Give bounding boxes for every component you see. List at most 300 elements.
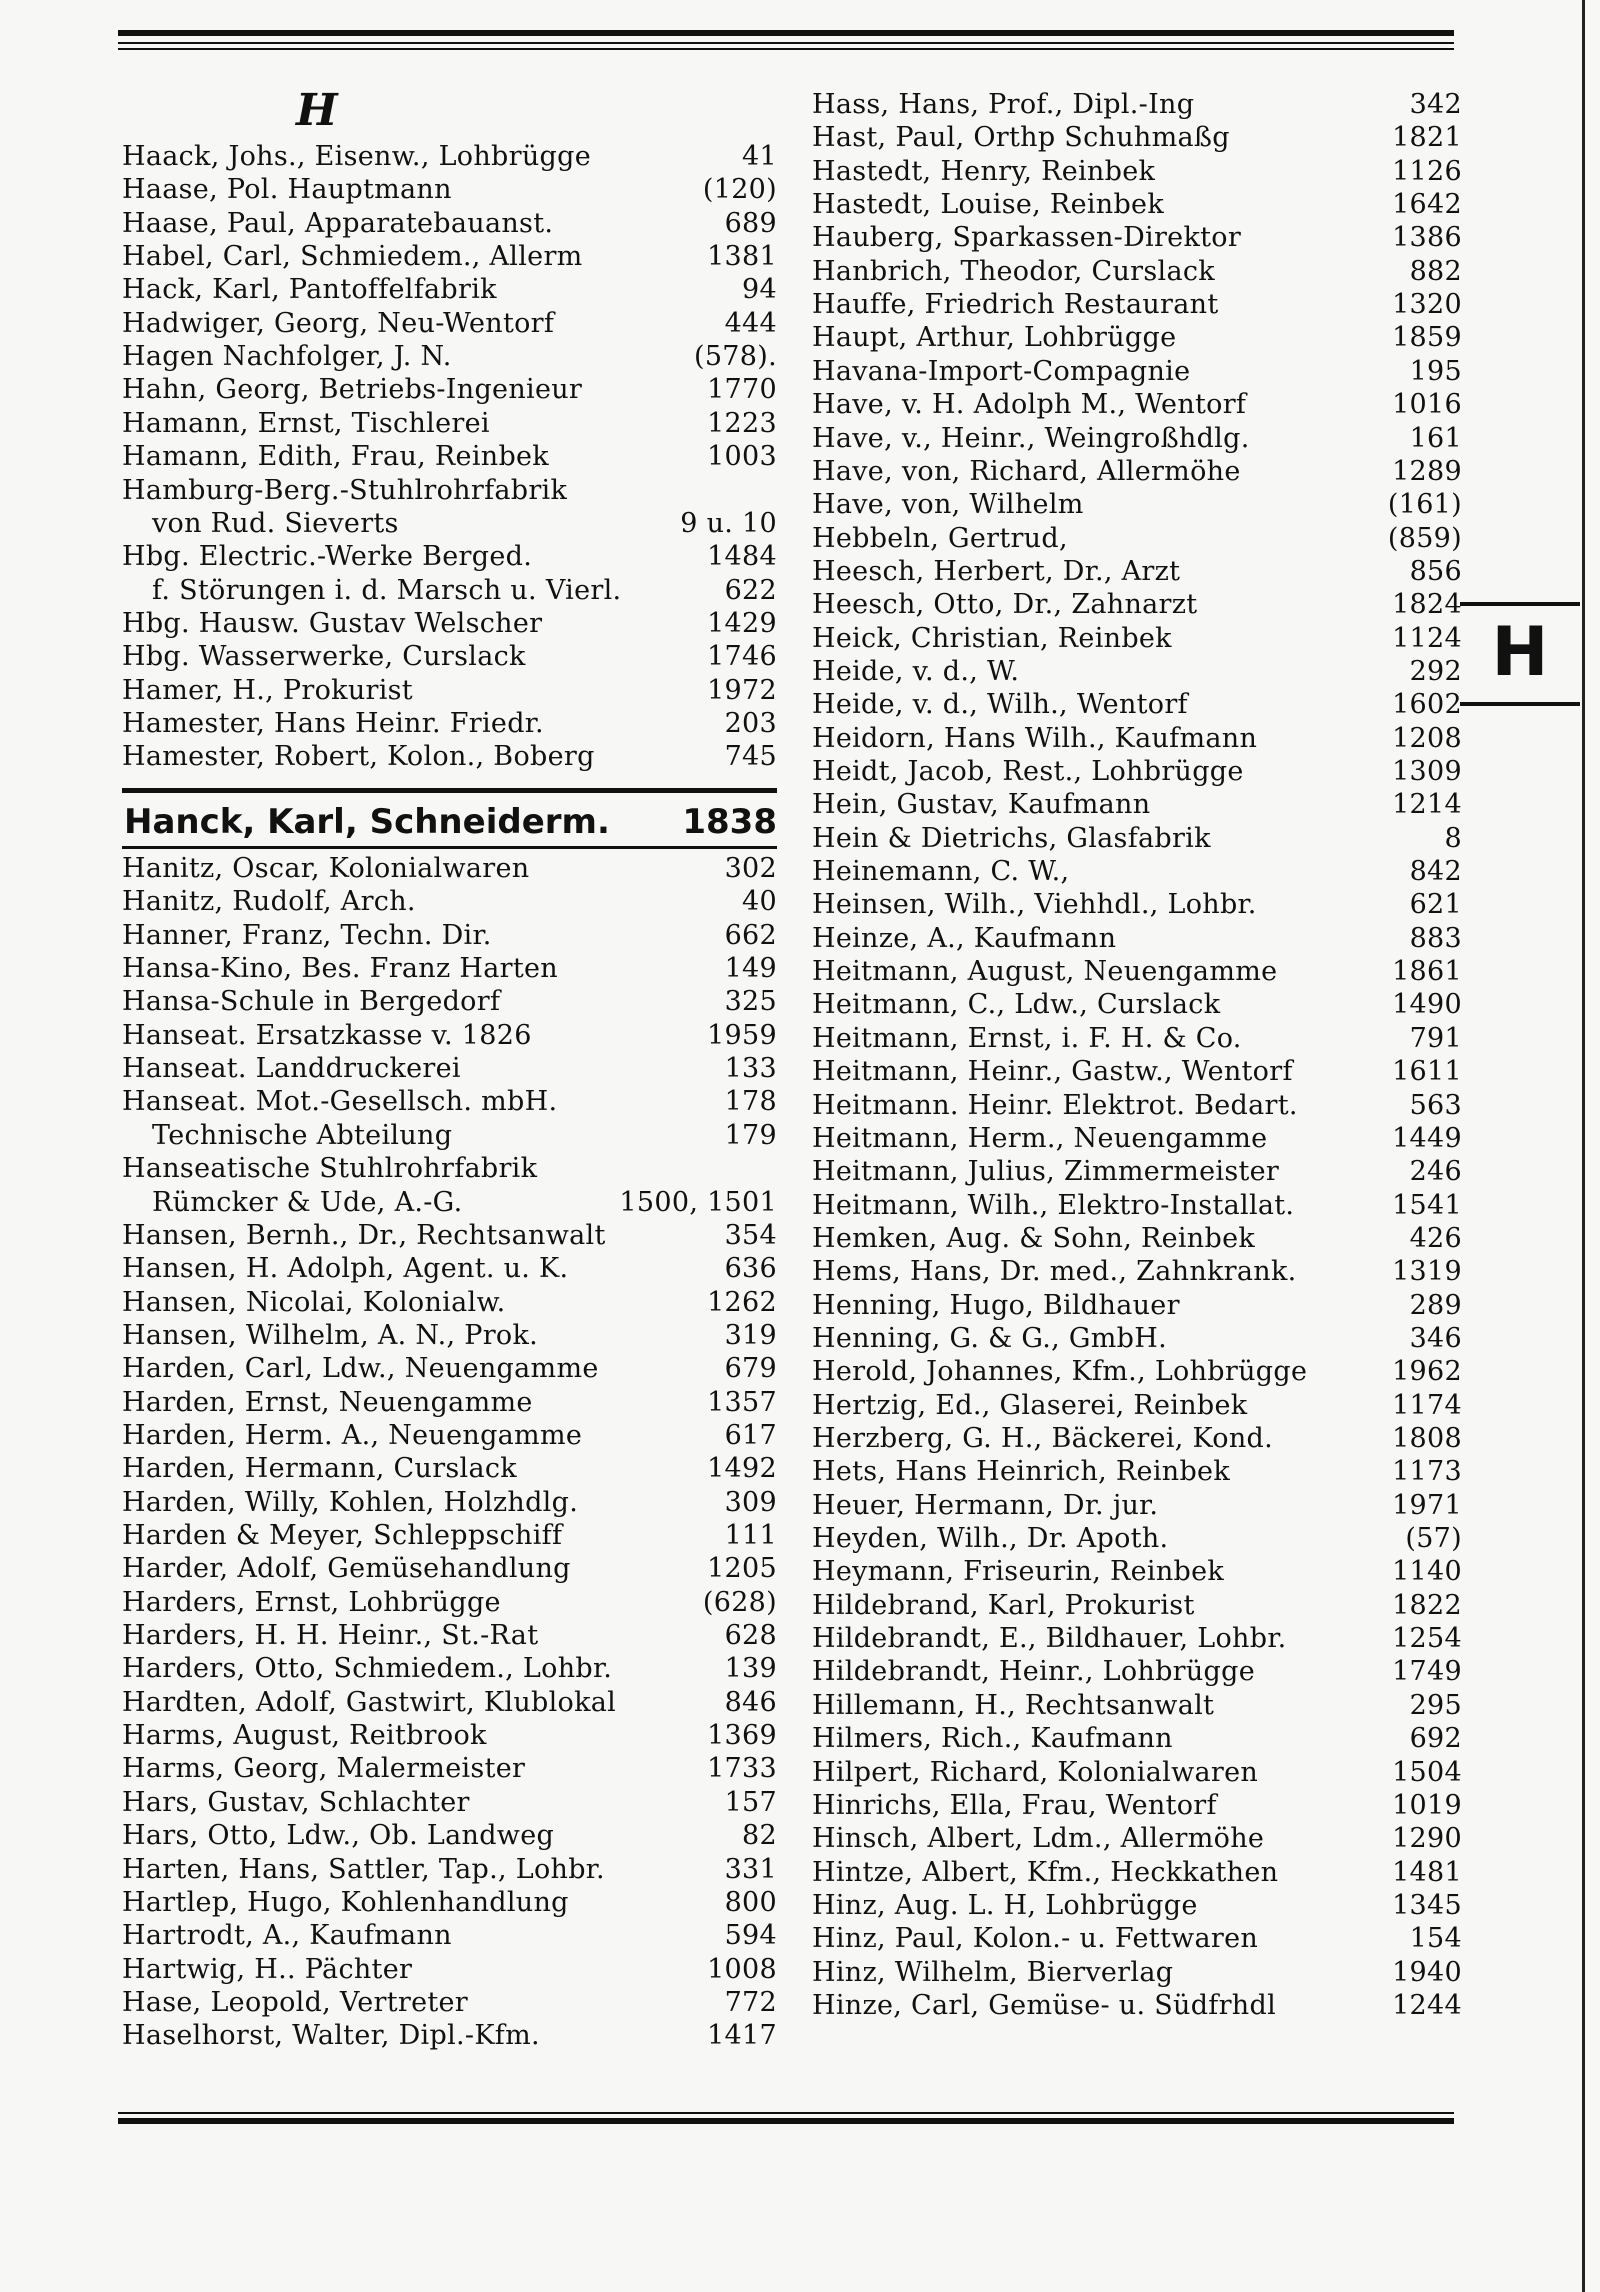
entry-name: Harder, Adolf, Gemüsehandlung <box>122 1553 571 1584</box>
top-rule-thick <box>118 30 1454 36</box>
entry-phone-number: (120) <box>702 174 777 205</box>
directory-entry <box>812 1756 1462 1789</box>
entry-phone-number: 319 <box>724 1320 777 1351</box>
entry-phone-number: 1962 <box>1392 1356 1462 1387</box>
entry-name: Heitmann, Heinr., Gastw., Wentorf <box>812 1056 1293 1087</box>
directory-entry <box>122 1085 777 1118</box>
entry-name: Technische Abteilung <box>152 1120 453 1151</box>
directory-entry <box>812 188 1462 221</box>
entry-name: von Rud. Sieverts <box>152 508 399 539</box>
entry-phone-number: 1345 <box>1392 1890 1462 1921</box>
directory-entry <box>122 1886 777 1919</box>
entry-phone-number: 1611 <box>1392 1056 1462 1087</box>
entry-phone-number: 1972 <box>707 675 777 706</box>
directory-entry <box>812 755 1462 788</box>
directory-entry <box>122 607 777 640</box>
entry-name: Hanner, Franz, Techn. Dir. <box>122 920 492 951</box>
directory-entry <box>812 722 1462 755</box>
directory-entry <box>812 1622 1462 1655</box>
directory-entry <box>122 1652 777 1685</box>
entry-name: Harms, Georg, Malermeister <box>122 1753 526 1784</box>
directory-entry <box>812 1322 1462 1355</box>
directory-entry <box>122 1986 777 2019</box>
directory-entry <box>812 1255 1462 1288</box>
entry-name: Hanseat. Ersatzkasse v. 1826 <box>122 1020 532 1051</box>
directory-entry <box>812 1822 1462 1855</box>
bottom-rule-thick <box>118 2118 1454 2124</box>
entry-phone-number: 309 <box>724 1487 777 1518</box>
entry-phone-number: 154 <box>1409 1923 1462 1954</box>
entry-phone-number: 882 <box>1409 256 1462 287</box>
entry-phone-number: 139 <box>724 1653 777 1684</box>
entry-name: Heyden, Wilh., Dr. Apoth. <box>812 1523 1169 1554</box>
entry-name: Hertzig, Ed., Glaserei, Reinbek <box>812 1390 1248 1421</box>
entry-phone-number: 246 <box>1409 1156 1462 1187</box>
entry-name: Hein, Gustav, Kaufmann <box>812 789 1151 820</box>
directory-entry <box>122 1452 777 1485</box>
entry-name: Heymann, Friseurin, Reinbek <box>812 1556 1225 1587</box>
top-rule-thin <box>118 42 1454 44</box>
entry-name: Haack, Johs., Eisenw., Lohbrügge <box>122 141 591 172</box>
entry-phone-number: 1214 <box>1392 789 1462 820</box>
entry-phone-number: (628) <box>702 1587 777 1618</box>
directory-entry <box>812 1422 1462 1455</box>
entry-phone-number: 1642 <box>1392 189 1462 220</box>
directory-entry <box>812 1389 1462 1422</box>
directory-entry <box>122 1186 777 1219</box>
directory-entry <box>812 855 1462 888</box>
entry-phone-number: 622 <box>724 575 777 606</box>
featured-rule-top <box>122 788 777 793</box>
entry-name: Heitmann, Wilh., Elektro-Installat. <box>812 1190 1295 1221</box>
entry-name: Harms, August, Reitbrook <box>122 1720 487 1751</box>
entry-phone-number: 325 <box>724 986 777 1017</box>
directory-entry <box>122 985 777 1018</box>
entry-phone-number: 195 <box>1409 356 1462 387</box>
entry-phone-number: 133 <box>724 1053 777 1084</box>
entry-name: Hinz, Paul, Kolon.- u. Fettwaren <box>812 1923 1259 1954</box>
directory-entry <box>122 885 777 918</box>
entry-phone-number: 1019 <box>1392 1790 1462 1821</box>
entry-phone-number: 1369 <box>707 1720 777 1751</box>
entry-phone-number: 628 <box>724 1620 777 1651</box>
entry-phone-number: 40 <box>742 886 777 917</box>
thumb-index-tab <box>1460 602 1580 706</box>
entry-name: Herold, Johannes, Kfm., Lohbrügge <box>812 1356 1308 1387</box>
entry-phone-number: 1808 <box>1392 1423 1462 1454</box>
entry-phone-number: 1289 <box>1392 456 1462 487</box>
directory-entry <box>122 740 777 773</box>
entry-name: Harden, Ernst, Neuengamme <box>122 1387 533 1418</box>
entry-name: Hildebrandt, Heinr., Lohbrügge <box>812 1656 1255 1687</box>
entry-name: Hamester, Robert, Kolon., Boberg <box>122 741 595 772</box>
directory-entry <box>122 640 777 673</box>
entry-name: Have, v., Heinr., Weingroßhdlg. <box>812 423 1250 454</box>
directory-entry <box>812 1989 1462 2022</box>
entry-phone-number: 1140 <box>1392 1556 1462 1587</box>
entry-phone-number: 1821 <box>1392 122 1462 153</box>
directory-entry <box>122 1552 777 1585</box>
entry-name: Hars, Gustav, Schlachter <box>122 1787 470 1818</box>
entry-phone-number: 1749 <box>1392 1656 1462 1687</box>
entry-phone-number: 157 <box>724 1787 777 1818</box>
directory-entry <box>812 1155 1462 1188</box>
entry-name: Harders, Otto, Schmiedem., Lohbr. <box>122 1653 613 1684</box>
entry-phone-number: 1449 <box>1392 1123 1462 1154</box>
entry-phone-number: 842 <box>1409 856 1462 887</box>
entry-phone-number: 1484 <box>707 541 777 572</box>
entry-phone-number: 179 <box>724 1120 777 1151</box>
entry-phone-number: 41 <box>742 141 777 172</box>
entry-name: Hase, Leopold, Vertreter <box>122 1987 469 2018</box>
entry-name: Hansen, H. Adolph, Agent. u. K. <box>122 1253 569 1284</box>
entry-phone-number: 1309 <box>1392 756 1462 787</box>
entry-phone-number: 178 <box>724 1086 777 1117</box>
entry-phone-number: 1733 <box>707 1753 777 1784</box>
directory-entry <box>812 888 1462 921</box>
entry-phone-number: 1173 <box>1392 1456 1462 1487</box>
entry-name: Hildebrandt, E., Bildhauer, Lohbr. <box>812 1623 1287 1654</box>
entry-name: Harden, Herm. A., Neuengamme <box>122 1420 583 1451</box>
directory-entry <box>122 852 777 885</box>
entry-name: Heide, v. d., Wilh., Wentorf <box>812 689 1188 720</box>
entry-phone-number: 621 <box>1409 889 1462 920</box>
entry-name: Hinze, Carl, Gemüse- u. Südfrhdl <box>812 1990 1277 2021</box>
entry-phone-number: 1223 <box>707 408 777 439</box>
entry-phone-number: 1822 <box>1392 1590 1462 1621</box>
entry-phone-number: 1244 <box>1392 1990 1462 2021</box>
entry-name: Hamer, H., Prokurist <box>122 675 413 706</box>
entry-name: Hamann, Edith, Frau, Reinbek <box>122 441 549 472</box>
entry-name: Hartwig, H.. Pächter <box>122 1954 413 1985</box>
directory-entry <box>812 321 1462 354</box>
directory-entry <box>122 1586 777 1619</box>
entry-phone-number: 1492 <box>707 1453 777 1484</box>
entry-name: Hass, Hans, Prof., Dipl.-Ing <box>812 89 1195 120</box>
entry-name: Heinsen, Wilh., Viehhdl., Lohbr. <box>812 889 1257 920</box>
section-letter-heading: H <box>296 85 338 136</box>
directory-entry <box>122 707 777 740</box>
directory-entry <box>122 1019 777 1052</box>
entry-phone-number: 8 <box>1444 823 1462 854</box>
directory-entry <box>122 1819 777 1852</box>
top-rule-lower <box>118 48 1454 50</box>
entry-name: Hems, Hans, Dr. med., Zahnkrank. <box>812 1256 1297 1287</box>
directory-entry <box>122 140 777 173</box>
entry-phone-number: (161) <box>1387 489 1462 520</box>
directory-entry <box>812 1889 1462 1922</box>
entry-phone-number: 745 <box>724 741 777 772</box>
directory-entry <box>122 373 777 406</box>
directory-entry <box>812 355 1462 388</box>
entry-name: Hastedt, Henry, Reinbek <box>812 156 1156 187</box>
directory-entry <box>812 1589 1462 1622</box>
directory-entry <box>122 1786 777 1819</box>
directory-entry <box>122 474 777 507</box>
entry-phone-number: (57) <box>1405 1523 1462 1554</box>
entry-name: Hast, Paul, Orthp Schuhmaßg <box>812 122 1230 153</box>
entry-name: Hinz, Wilhelm, Bierverlag <box>812 1957 1174 1988</box>
directory-entry <box>122 1619 777 1652</box>
directory-entry <box>812 955 1462 988</box>
entry-phone-number: 82 <box>742 1820 777 1851</box>
entry-phone-number: 1357 <box>707 1387 777 1418</box>
entry-phone-number: 426 <box>1409 1223 1462 1254</box>
entry-name: Hinz, Aug. L. H, Lohbrügge <box>812 1890 1198 1921</box>
directory-entry <box>122 1352 777 1385</box>
directory-entry <box>812 155 1462 188</box>
entry-name: Heitmann, Herm., Neuengamme <box>812 1123 1268 1154</box>
entry-name: Hamester, Hans Heinr. Friedr. <box>122 708 544 739</box>
entry-name: Hinsch, Albert, Ldm., Allermöhe <box>812 1823 1265 1854</box>
entry-name: Harden & Meyer, Schleppschiff <box>122 1520 563 1551</box>
directory-entry <box>122 674 777 707</box>
entry-name: Hagen Nachfolger, J. N. <box>122 341 452 372</box>
entry-name: Hilpert, Richard, Kolonialwaren <box>812 1757 1259 1788</box>
directory-entry <box>812 221 1462 254</box>
entry-name: Hillemann, H., Rechtsanwalt <box>812 1690 1215 1721</box>
entry-phone-number: 1959 <box>707 1020 777 1051</box>
entry-name: f. Störungen i. d. Marsch u. Vierl. <box>152 575 622 606</box>
directory-entry <box>122 1219 777 1252</box>
directory-entry <box>122 1119 777 1152</box>
featured-rule-bottom <box>122 846 777 849</box>
featured-entry-number: 1838 <box>682 802 777 842</box>
entry-phone-number: 1254 <box>1392 1623 1462 1654</box>
directory-entry <box>122 1519 777 1552</box>
entry-name: Heinze, A., Kaufmann <box>812 923 1117 954</box>
entry-name: Heitmann, C., Ldw., Curslack <box>812 989 1221 1020</box>
entry-name: Hets, Hans Heinrich, Reinbek <box>812 1456 1230 1487</box>
entry-name: Hanitz, Rudolf, Arch. <box>122 886 416 917</box>
entry-phone-number: 346 <box>1409 1323 1462 1354</box>
entry-phone-number: 1504 <box>1392 1757 1462 1788</box>
directory-entry <box>812 1022 1462 1055</box>
entry-phone-number: 1386 <box>1392 222 1462 253</box>
directory-entry <box>812 422 1462 455</box>
entry-name: Haselhorst, Walter, Dipl.-Kfm. <box>122 2020 540 2051</box>
entry-name: Hemken, Aug. & Sohn, Reinbek <box>812 1223 1256 1254</box>
entry-name: Hauffe, Friedrich Restaurant <box>812 289 1219 320</box>
entry-phone-number: 1824 <box>1392 589 1462 620</box>
entry-name: Hartrodt, A., Kaufmann <box>122 1920 452 1951</box>
entry-name: Hinrichs, Ella, Frau, Wentorf <box>812 1790 1217 1821</box>
entry-name: Havana-Import-Compagnie <box>812 356 1191 387</box>
directory-entry <box>812 1489 1462 1522</box>
entry-phone-number: 1262 <box>707 1287 777 1318</box>
entry-name: Heidorn, Hans Wilh., Kaufmann <box>812 723 1258 754</box>
featured-entry <box>122 800 777 844</box>
entry-phone-number: 149 <box>724 953 777 984</box>
directory-entry <box>122 273 777 306</box>
directory-entry <box>122 1719 777 1752</box>
directory-entry <box>812 1355 1462 1388</box>
directory-entry <box>812 88 1462 121</box>
entry-phone-number: 1770 <box>707 374 777 405</box>
entry-name: Hars, Otto, Ldw., Ob. Landweg <box>122 1820 555 1851</box>
entry-name: Hansa-Schule in Bergedorf <box>122 986 501 1017</box>
directory-entry <box>122 1252 777 1285</box>
entry-phone-number: 1490 <box>1392 989 1462 1020</box>
entry-phone-number: 161 <box>1409 423 1462 454</box>
entry-phone-number: (578). <box>694 341 777 372</box>
entry-name: Heitmann, August, Neuengamme <box>812 956 1278 987</box>
directory-entry <box>812 1122 1462 1155</box>
entry-phone-number: 111 <box>724 1520 777 1551</box>
entry-phone-number: 791 <box>1409 1023 1462 1054</box>
directory-entry <box>812 555 1462 588</box>
entry-phone-number: 1205 <box>707 1553 777 1584</box>
directory-entry <box>122 1152 777 1185</box>
entry-phone-number: 444 <box>724 308 777 339</box>
thumb-index-letter: H <box>1491 613 1549 692</box>
entry-name: Heitmann, Julius, Zimmermeister <box>812 1156 1280 1187</box>
directory-entry <box>812 1289 1462 1322</box>
entry-phone-number: 1861 <box>1392 956 1462 987</box>
directory-entry <box>122 952 777 985</box>
entry-name: Haupt, Arthur, Lohbrügge <box>812 322 1177 353</box>
entry-name: Hbg. Hausw. Gustav Welscher <box>122 608 543 639</box>
entry-phone-number: (859) <box>1387 523 1462 554</box>
entry-name: Heesch, Herbert, Dr., Arzt <box>812 556 1181 587</box>
directory-entry <box>812 655 1462 688</box>
directory-entry <box>122 207 777 240</box>
directory-entry <box>122 2019 777 2052</box>
entry-phone-number: 662 <box>724 920 777 951</box>
directory-entry <box>812 922 1462 955</box>
directory-entry <box>812 688 1462 721</box>
directory-entry <box>122 1386 777 1419</box>
entry-phone-number: 292 <box>1409 656 1462 687</box>
entry-name: Henning, G. & G., GmbH. <box>812 1323 1167 1354</box>
directory-entry <box>122 340 777 373</box>
entry-phone-number: 1126 <box>1392 156 1462 187</box>
entry-phone-number: 563 <box>1409 1090 1462 1121</box>
directory-entry <box>122 1752 777 1785</box>
entry-phone-number: 1003 <box>707 441 777 472</box>
entry-phone-number: 679 <box>724 1353 777 1384</box>
entry-name: Hbg. Electric.-Werke Berged. <box>122 541 533 572</box>
directory-entry <box>122 1919 777 1952</box>
page-edge-line <box>1582 0 1585 2292</box>
entry-phone-number: 1319 <box>1392 1256 1462 1287</box>
directory-entry <box>812 1555 1462 1588</box>
entry-phone-number: 1016 <box>1392 389 1462 420</box>
entry-name: Hadwiger, Georg, Neu-Wentorf <box>122 308 555 339</box>
directory-entry <box>812 255 1462 288</box>
entry-phone-number: 1290 <box>1392 1823 1462 1854</box>
entry-phone-number: 772 <box>724 1987 777 2018</box>
directory-entry <box>812 1455 1462 1488</box>
entry-name: Hanbrich, Theodor, Curslack <box>812 256 1215 287</box>
entry-phone-number: 846 <box>724 1687 777 1718</box>
entry-phone-number: 94 <box>742 274 777 305</box>
featured-entry-name: Hanck, Karl, Schneiderm. <box>124 802 610 842</box>
entry-name: Herzberg, G. H., Bäckerei, Kond. <box>812 1423 1273 1454</box>
entry-name: Hilmers, Rich., Kaufmann <box>812 1723 1173 1754</box>
entry-name: Hansen, Bernh., Dr., Rechtsanwalt <box>122 1220 606 1251</box>
directory-entry <box>812 1956 1462 1989</box>
entry-name: Hamburg-Berg.-Stuhlrohrfabrik <box>122 475 568 506</box>
directory-entry <box>122 173 777 206</box>
entry-name: Hanitz, Oscar, Kolonialwaren <box>122 853 530 884</box>
entry-name: Heidt, Jacob, Rest., Lohbrügge <box>812 756 1244 787</box>
entry-name: Harders, Ernst, Lohbrügge <box>122 1587 501 1618</box>
entry-name: Hastedt, Louise, Reinbek <box>812 189 1164 220</box>
entry-name: Hebbeln, Gertrud, <box>812 523 1068 554</box>
directory-entry <box>122 1853 777 1886</box>
entry-name: Hanseat. Mot.-Gesellsch. mbH. <box>122 1086 558 1117</box>
entry-name: Haase, Paul, Apparatebauanst. <box>122 208 554 239</box>
entry-phone-number: 331 <box>724 1854 777 1885</box>
entry-phone-number: 289 <box>1409 1290 1462 1321</box>
entry-name: Heick, Christian, Reinbek <box>812 623 1172 654</box>
entry-name: Have, von, Wilhelm <box>812 489 1084 520</box>
entry-name: Heuer, Hermann, Dr. jur. <box>812 1490 1159 1521</box>
directory-entry <box>812 622 1462 655</box>
entry-name: Haase, Pol. Hauptmann <box>122 174 452 205</box>
entry-phone-number: 594 <box>724 1920 777 1951</box>
directory-entry <box>122 574 777 607</box>
entry-phone-number: 9 u. 10 <box>680 508 777 539</box>
directory-entry <box>812 1089 1462 1122</box>
directory-entry <box>812 1689 1462 1722</box>
directory-entry <box>122 919 777 952</box>
entry-name: Hartlep, Hugo, Kohlenhandlung <box>122 1887 569 1918</box>
directory-entry <box>812 388 1462 421</box>
entry-name: Hein & Dietrichs, Glasfabrik <box>812 823 1211 854</box>
entry-name: Have, v. H. Adolph M., Wentorf <box>812 389 1247 420</box>
entry-name: Have, von, Richard, Allermöhe <box>812 456 1241 487</box>
entry-phone-number: 636 <box>724 1253 777 1284</box>
entry-name: Heesch, Otto, Dr., Zahnarzt <box>812 589 1198 620</box>
directory-entry <box>122 507 777 540</box>
directory-entry <box>122 1286 777 1319</box>
entry-phone-number: 1417 <box>707 2020 777 2051</box>
directory-entry <box>122 440 777 473</box>
entry-name: Hack, Karl, Pantoffelfabrik <box>122 274 497 305</box>
directory-entry <box>812 822 1462 855</box>
entry-phone-number: 203 <box>724 708 777 739</box>
directory-entry <box>122 1953 777 1986</box>
entry-phone-number: 1008 <box>707 1954 777 1985</box>
directory-entry <box>812 488 1462 521</box>
entry-phone-number: 800 <box>724 1887 777 1918</box>
directory-entry <box>122 1052 777 1085</box>
directory-entry <box>812 1522 1462 1555</box>
directory-entry <box>812 121 1462 154</box>
entry-phone-number: 617 <box>724 1420 777 1451</box>
directory-entry <box>812 522 1462 555</box>
entry-phone-number: 1381 <box>707 241 777 272</box>
entry-name: Hanseat. Landdruckerei <box>122 1053 461 1084</box>
directory-entry <box>812 1222 1462 1255</box>
entry-name: Hanseatische Stuhlrohrfabrik <box>122 1153 538 1184</box>
entry-phone-number: 689 <box>724 208 777 239</box>
directory-entry <box>122 307 777 340</box>
entry-phone-number: 1971 <box>1392 1490 1462 1521</box>
entry-name: Harden, Willy, Kohlen, Holzhdlg. <box>122 1487 579 1518</box>
entry-phone-number: 692 <box>1409 1723 1462 1754</box>
directory-entry <box>122 1686 777 1719</box>
entry-phone-number: 1208 <box>1392 723 1462 754</box>
entry-name: Hamann, Ernst, Tischlerei <box>122 408 490 439</box>
entry-name: Heinemann, C. W., <box>812 856 1070 887</box>
entry-name: Hansen, Wilhelm, A. N., Prok. <box>122 1320 539 1351</box>
entry-name: Rümcker & Ude, A.-G. <box>152 1187 463 1218</box>
entry-name: Hansa-Kino, Bes. Franz Harten <box>122 953 558 984</box>
entry-name: Hbg. Wasserwerke, Curslack <box>122 641 526 672</box>
